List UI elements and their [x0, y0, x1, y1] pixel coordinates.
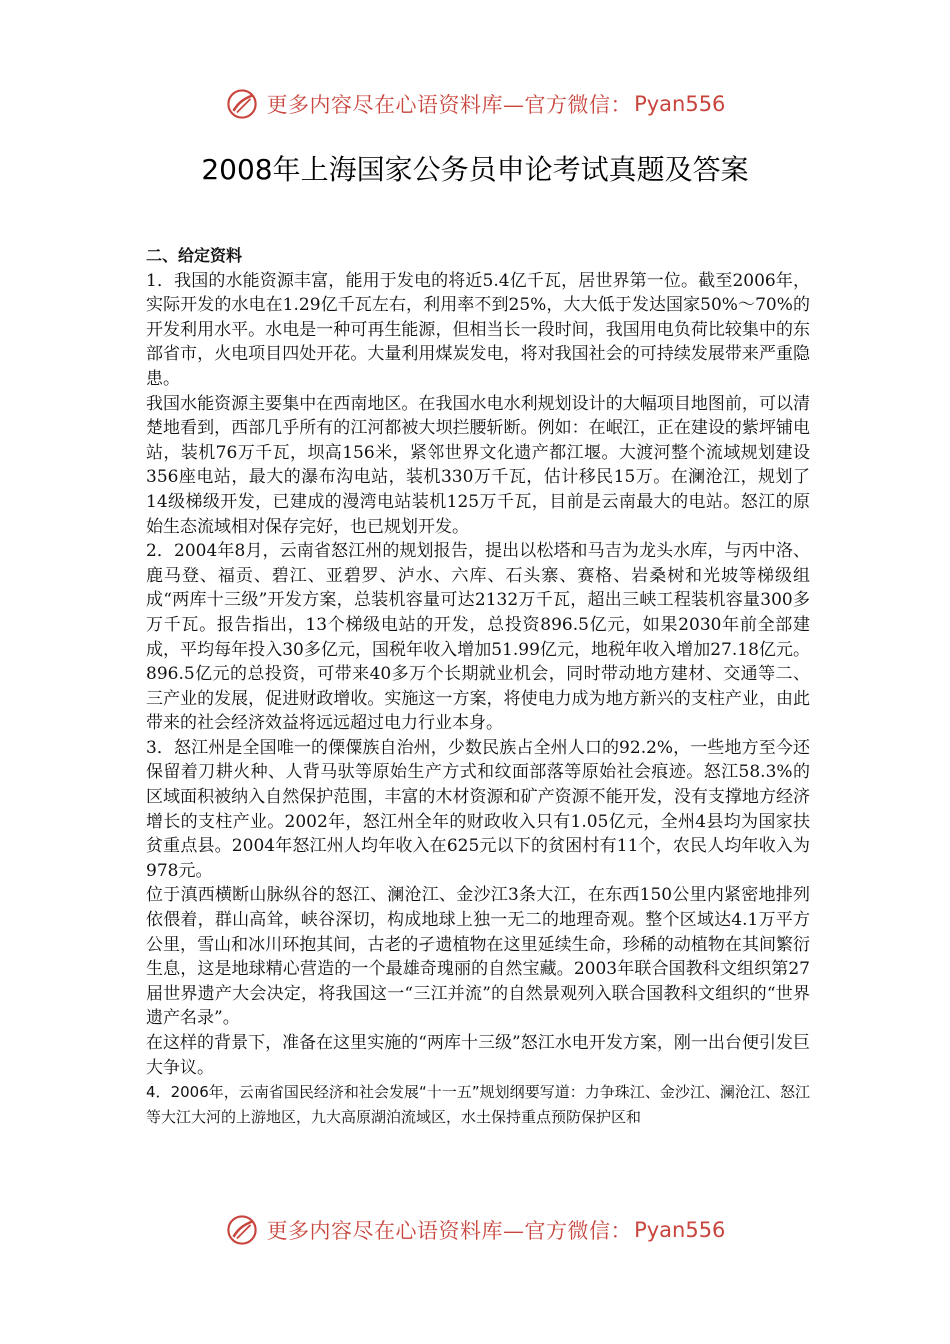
watermark-account: Pyan556: [634, 92, 726, 116]
watermark-logo-icon: [225, 1213, 259, 1247]
section-heading: 二、给定资料: [146, 246, 243, 265]
watermark-logo-icon: [225, 87, 259, 121]
paragraph-5: 位于滇西横断山脉纵谷的怒江、澜沧江、金沙江3条大江，在东西150公里内紧密地排列依偎着，群山高耸，峡谷深切，构成地球上独一无二的地理奇观。整个区域达4.1万平方公里，雪山和冰川环抱其间，古老的孑遗植物在这里延续生命，珍稀的动植物在其间繁衍生息，这是地球精心营造的一个最雄奇瑰丽的自然宝藏。2003年联合国教科文组织第27届世界遗产大会决定，将我国这一“三江并流”的自然景观列入联合国教科文组织的“世界遗产名录”。: [146, 885, 810, 1029]
watermark-footer: [0, 1208, 950, 1252]
watermark-header: [0, 82, 950, 126]
paragraph-2: 我国水能资源主要集中在西南地区。在我国水电水利规划设计的大幅项目地图前，可以清楚地看到，西部几乎所有的江河都被大坝拦腰斩断。例如：在岷江，正在建设的紫坪铺电站，装机76万千瓦，坝高156米，紧邻世界文化遗产都江堰。大渡河整个流域规划建设356座电站，最大的瀑布沟电站，装机330万千瓦，估计移民15万。在澜沧江，规划了14级梯级开发，已建成的漫湾电站装机125万千瓦，目前是云南最大的电站。怒江的原始生态流域相对保存完好，也已规划开发。: [146, 393, 810, 537]
document-title: 2008年上海国家公务员申论考试真题及答案: [201, 153, 749, 186]
paragraph-7: 4．2006年，云南省国民经济和社会发展“十一五”规划纲要写道：力争珠江、金沙江、澜沧江、怒江等大江大河的上游地区，九大高原湖泊流域区，水土保持重点预防保护区和: [146, 1083, 810, 1126]
paragraph-6: 在这样的背景下，准备在这里实施的“两库十三级”怒江水电开发方案，刚一出台便引发巨大争议。: [146, 1033, 810, 1078]
paragraph-4: 3．怒江州是全国唯一的傈僳族自治州，少数民族占全州人口的92.2%，一些地方至今还保留着刀耕火种、人背马驮等原始生产方式和纹面部落等原始社会痕迹。怒江58.3%的区域面积被纳入自然保护范围，丰富的木材资源和矿产资源不能开发，没有支撑地方经济增长的支柱产业。2002年，怒江州全年的财政收入只有1.05亿元，全州4县均为国家扶贫重点县。2004年怒江州人均年收入在625元以下的贫困村有11个，农民人均年收入为978元。: [146, 737, 810, 881]
document-body: [146, 244, 810, 1129]
watermark-account: Pyan556: [634, 1218, 726, 1242]
paragraph-1: 1．我国的水能资源丰富，能用于发电的将近5.4亿千瓦，居世界第一位。截至2006年，实际开发的水电在1.29亿千瓦左右，利用率不到25%，大大低于发达国家50%～70%的开发利用水平。水电是一种可再生能源，但相当长一段时间，我国用电负荷比较集中的东部省市，火电项目四处开花。大量利用煤炭发电，将对我国社会的可持续发展带来严重隐患。: [146, 270, 810, 389]
watermark-text: 更多内容尽在心语资料库—官方微信：: [266, 1219, 633, 1243]
watermark-text: 更多内容尽在心语资料库—官方微信：: [266, 93, 633, 117]
paragraph-3: 2．2004年8月，云南省怒江州的规划报告，提出以松塔和马吉为龙头水库，与丙中洛、鹿马登、福贡、碧江、亚碧罗、泸水、六库、石头寨、赛格、岩桑树和光坡等梯级组成“两库十三级”开发方案，总装机容量可达2132万千瓦，超出三峡工程装机容量300多万千瓦。报告指出，13个梯级电站的开发，总投资896.5亿元，如果2030年前全部建成，平均每年投入30多亿元，国税年收入增加51.99亿元，地税年收入增加27.18亿元。896.5亿元的总投资，可带来40多万个长期就业机会，同时带动地方建材、交通等二、三产业的发展，促进财政增收。实施这一方案，将使电力成为地方新兴的支柱产业，由此带来的社会经济效益将远远超过电力行业本身。: [146, 541, 810, 734]
